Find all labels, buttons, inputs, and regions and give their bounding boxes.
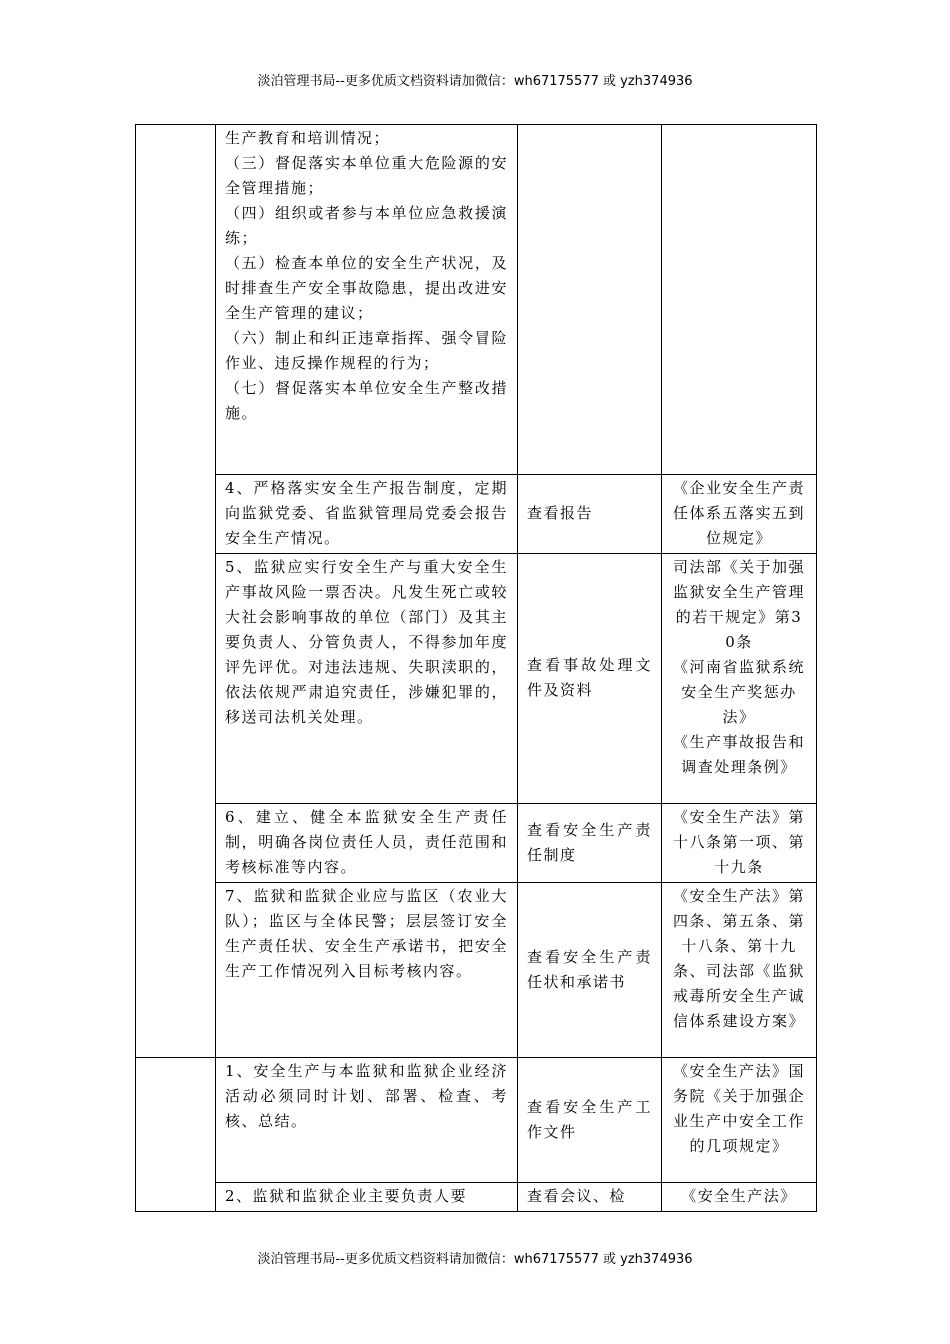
content-line: （五）检查本单位的安全生产状况，及时排查生产安全事故隐患，提出改进安全生产管理的建议； <box>225 254 508 322</box>
table-row <box>136 883 817 1058</box>
content-line: 生产教育和培训情况； <box>225 129 391 147</box>
method-cell: 查看安全生产责任状和承诺书 <box>518 883 662 1058</box>
category-cell <box>136 1058 216 1212</box>
table-row <box>136 804 817 883</box>
page-footer: 淡泊管理书局--更多优质文档资料请加微信：wh67175577 或 yzh374936 <box>257 1252 693 1267</box>
content-cell <box>216 125 518 475</box>
table-row <box>136 1058 817 1183</box>
method-cell: 查看事故处理文件及资料 <box>518 554 662 804</box>
basis-line: 《河南省监狱系统安全生产奖惩办法》 <box>672 658 805 726</box>
category-cell <box>136 125 216 1058</box>
method-cell: 查看安全生产责任制度 <box>518 804 662 883</box>
safety-responsibility-table <box>135 124 817 1212</box>
basis-cell <box>662 125 817 475</box>
content-line: （七）督促落实本单位安全生产整改措施。 <box>225 379 508 422</box>
basis-cell: 《安全生产法》 <box>662 1183 817 1212</box>
table-row <box>136 475 817 554</box>
content-line: （六）制止和纠正违章指挥、强令冒险作业、违反操作规程的行为； <box>225 329 508 372</box>
basis-cell: 《安全生产法》国务院《关于加强企业生产中安全工作的几项规定》 <box>662 1058 817 1183</box>
basis-cell: 《安全生产法》第四条、第五条、第十八条、第十九条、司法部《监狱戒毒所安全生产诚信体系建设方案》 <box>662 883 817 1058</box>
page-header: 淡泊管理书局--更多优质文档资料请加微信：wh67175577 或 yzh374936 <box>257 74 693 89</box>
table-row <box>136 554 817 804</box>
method-cell: 查看报告 <box>518 475 662 554</box>
content-cell: 2、监狱和监狱企业主要负责人要 <box>216 1183 518 1212</box>
basis-line: 司法部《关于加强监狱安全生产管理的若干规定》第30条 <box>672 558 805 651</box>
basis-cell: 《安全生产法》第十八条第一项、第十九条 <box>662 804 817 883</box>
content-line: （三）督促落实本单位重大危险源的安全管理措施； <box>225 154 508 197</box>
table-row <box>136 1183 817 1212</box>
content-cell: 6、建立、健全本监狱安全生产责任制，明确各岗位责任人员，责任范围和考核标准等内容。 <box>216 804 518 883</box>
basis-line: 《生产事故报告和调查处理条例》 <box>672 733 805 776</box>
content-cell: 7、监狱和监狱企业应与监区（农业大队）；监区与全体民警；层层签订安全生产责任状、安全生产承诺书，把安全生产工作情况列入目标考核内容。 <box>216 883 518 1058</box>
basis-cell: 《企业安全生产责任体系五落实五到位规定》 <box>662 475 817 554</box>
content-cell: 1、安全生产与本监狱和监狱企业经济活动必须同时计划、部署、检查、考核、总结。 <box>216 1058 518 1183</box>
basis-cell <box>662 554 817 804</box>
method-cell <box>518 125 662 475</box>
table-row <box>136 125 817 475</box>
method-cell: 查看会议、检 <box>518 1183 662 1212</box>
method-cell: 查看安全生产工作文件 <box>518 1058 662 1183</box>
content-cell: 5、监狱应实行安全生产与重大安全生产事故风险一票否决。凡发生死亡或较大社会影响事故的单位（部门）及其主要负责人、分管负责人，不得参加年度评先评优。对违法违规、失职渎职的，依法依规严肃追究责任，涉嫌犯罪的，移送司法机关处理。 <box>216 554 518 804</box>
content-cell: 4、严格落实安全生产报告制度，定期向监狱党委、省监狱管理局党委会报告安全生产情况。 <box>216 475 518 554</box>
content-line: （四）组织或者参与本单位应急救援演练； <box>225 204 508 247</box>
